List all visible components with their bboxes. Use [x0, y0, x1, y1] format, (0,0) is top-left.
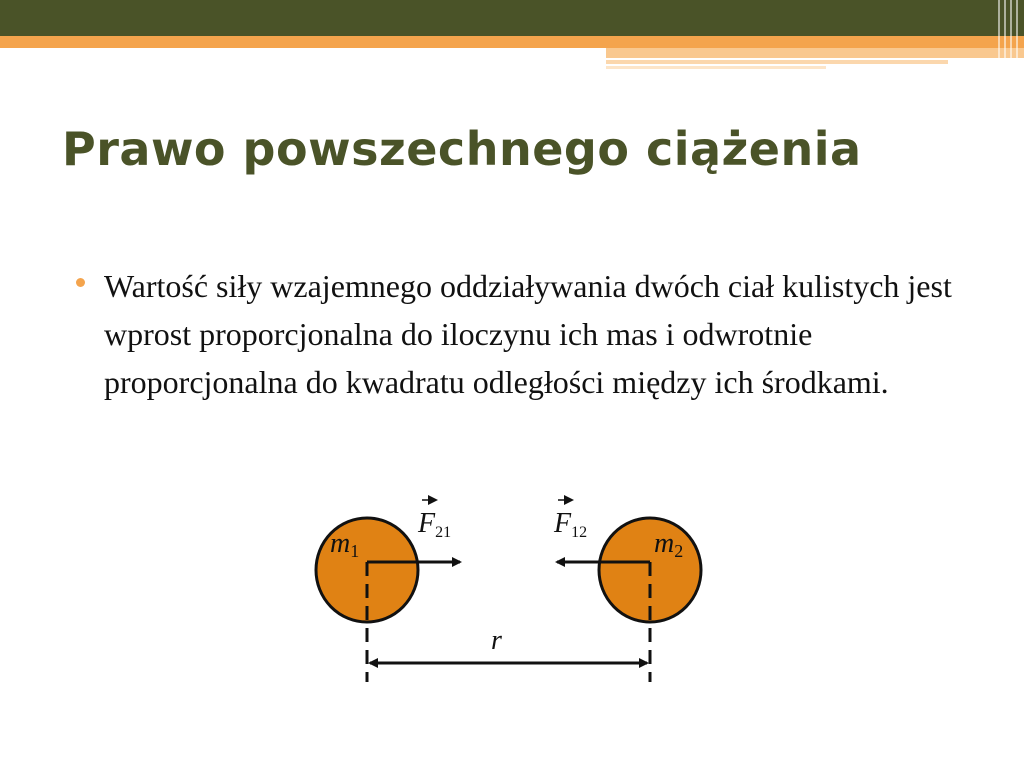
header-accent-line: [606, 66, 826, 69]
mass1-label: m1: [330, 528, 360, 561]
bullet-text: Wartość siły wzajemnego oddziaływania dwóch ciał kulistych jest wprost proporcjonalna do iloczynu ich mas i odwrotnie proporcjonalna do kwadratu odległości między ich środkami.: [104, 268, 952, 400]
gravity-diagram: [300, 486, 720, 686]
force12-label: [553, 500, 587, 541]
header-band: [0, 0, 1024, 36]
svg-text:F21: F21: [418, 508, 452, 541]
header-accent-band: [0, 36, 1024, 48]
header-accent-strip: [606, 48, 1024, 58]
force21-label: [417, 500, 451, 541]
header-stripes: [994, 0, 1024, 66]
mass2-label: m2: [654, 528, 684, 561]
distance-label: r: [491, 625, 502, 656]
bullet-icon: [76, 278, 85, 287]
bullet-list: [76, 262, 956, 406]
slide-title: Prawo powszechnego ciążenia: [62, 122, 862, 176]
list-item: [76, 262, 956, 406]
header-accent-line: [606, 60, 948, 64]
svg-text:F12: F12: [554, 508, 588, 541]
